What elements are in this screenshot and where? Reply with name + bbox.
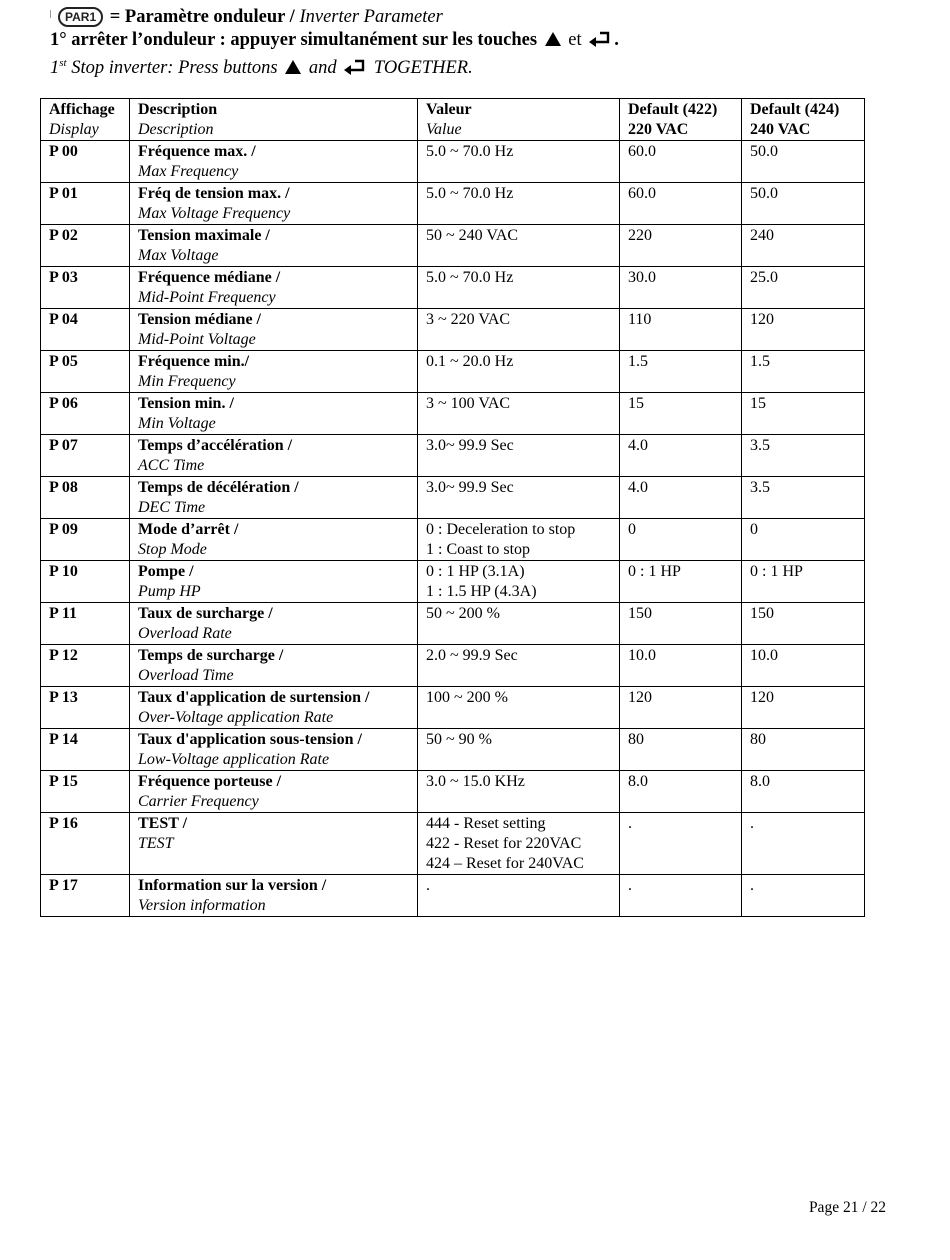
default-422: 30.0 [620,267,742,309]
value-line: 50 ~ 240 VAC [426,227,519,244]
page-number: Page 21 / 22 [808,1199,886,1216]
value-line: 50 ~ 200 % [426,605,500,622]
description-french: Fréquence min./ [138,353,250,370]
column-header-display [41,99,130,141]
parameter-value [418,603,620,645]
value-line: . [426,877,430,894]
default-424: . [742,813,865,875]
parameter-value [418,477,620,519]
enter-key-icon [588,30,612,48]
par1-badge: PAR1 [58,7,103,27]
parameter-value [418,875,620,917]
parameter-value [418,141,620,183]
parameter-description [130,309,418,351]
description-english: DEC Time [138,499,206,516]
default-422: 150 [620,603,742,645]
parameter-value [418,309,620,351]
default-422: 120 [620,687,742,729]
table-row [41,435,865,477]
description-english: Mid-Point Voltage [138,331,256,348]
column-header-fr: Affichage [49,101,115,118]
description-english: TEST [138,835,174,852]
default-422: 1.5 [620,351,742,393]
value-line: 5.0 ~ 70.0 Hz [426,185,514,202]
up-arrow-icon [285,60,301,74]
value-line: 5.0 ~ 70.0 Hz [426,269,514,286]
parameter-description [130,875,418,917]
stop-instruction-english-text: Stop inverter: Press buttons [71,58,278,79]
parameter-description [130,561,418,603]
parameter-value [418,771,620,813]
value-line: 444 - Reset setting [426,815,546,832]
default-424: 80 [742,729,865,771]
description-english: ACC Time [138,457,205,474]
description-english: Carrier Frequency [138,793,259,810]
table-row [41,351,865,393]
value-line: 422 - Reset for 220VAC [426,835,582,852]
default-424: 1.5 [742,351,865,393]
default-422: 8.0 [620,771,742,813]
description-french: Temps d’accélération / [138,437,293,454]
parameter-code: P 02 [41,225,130,267]
column-header-fr: Description [138,101,218,118]
default-422: 80 [620,729,742,771]
parameter-code: P 08 [41,477,130,519]
description-french: Fréquence médiane / [138,269,281,286]
parameter-code: P 17 [41,875,130,917]
default-424: 15 [742,393,865,435]
default-424: 120 [742,309,865,351]
table-row [41,309,865,351]
parameter-value [418,351,620,393]
description-french: Tension médiane / [138,311,261,328]
badge-tick-icon [50,10,54,18]
description-french: Fréq de tension max. / [138,185,290,202]
description-english: Over-Voltage application Rate [138,709,334,726]
default-422: 4.0 [620,435,742,477]
parameter-description [130,813,418,875]
default-424: 0 [742,519,865,561]
table-row [41,875,865,917]
parameter-code: P 12 [41,645,130,687]
default-422: . [620,875,742,917]
default-422: 110 [620,309,742,351]
description-english: Version information [138,897,266,914]
default-424: 50.0 [742,183,865,225]
table-row [41,771,865,813]
parameter-code: P 14 [41,729,130,771]
parameter-value [418,561,620,603]
parameter-code: P 11 [41,603,130,645]
value-line: 3.0~ 99.9 Sec [426,437,514,454]
title-english: Inverter Parameter [299,7,443,27]
default-422: 0 : 1 HP [620,561,742,603]
default-424: 8.0 [742,771,865,813]
parameter-description [130,477,418,519]
description-french: Taux de surcharge / [138,605,273,622]
stop-instruction-english-and: and [308,58,337,79]
value-line: 3.0~ 99.9 Sec [426,479,514,496]
description-english: Low-Voltage application Rate [138,751,330,768]
description-french: Fréquence max. / [138,143,256,160]
description-french: Information sur la version / [138,877,327,894]
column-header-line2: 220 VAC [628,121,689,138]
table-header-row [41,99,865,141]
parameter-description [130,519,418,561]
column-header-line1: Default (424) [750,101,840,118]
parameter-description [130,183,418,225]
description-english: Overload Rate [138,625,232,642]
parameter-description [130,393,418,435]
table-row [41,225,865,267]
parameter-description [130,225,418,267]
default-424: 0 : 1 HP [742,561,865,603]
description-french: Fréquence porteuse / [138,773,282,790]
default-424: 120 [742,687,865,729]
value-line: 3.0 ~ 15.0 KHz [426,773,525,790]
stop-instruction-english-num: 1 [50,58,60,79]
parameter-code: P 10 [41,561,130,603]
table-row [41,561,865,603]
stop-instruction-french [50,29,930,52]
value-line: 1 : 1.5 HP (4.3A) [426,583,537,600]
parameter-description [130,645,418,687]
parameter-code: P 06 [41,393,130,435]
description-french: TEST / [138,815,188,832]
table-row [41,477,865,519]
description-french: Pompe / [138,563,194,580]
parameter-description [130,771,418,813]
parameter-code: P 00 [41,141,130,183]
value-line: 0 : 1 HP (3.1A) [426,563,525,580]
parameter-code: P 07 [41,435,130,477]
value-line: 50 ~ 90 % [426,731,492,748]
column-header-line1: Default (422) [628,101,718,118]
value-line: 3 ~ 100 VAC [426,395,511,412]
default-422: . [620,813,742,875]
parameter-value [418,183,620,225]
parameter-value [418,645,620,687]
column-header-en: Display [49,121,99,138]
description-english: Min Frequency [138,373,236,390]
parameter-value [418,225,620,267]
table-row [41,141,865,183]
description-french: Taux d'application de surtension / [138,689,370,706]
column-header-default-422 [620,99,742,141]
description-english: Max Voltage Frequency [138,205,291,222]
value-line: 424 – Reset for 240VAC [426,855,584,872]
title-french: = Paramètre onduleur / [109,7,295,27]
table-row [41,519,865,561]
table-row [41,645,865,687]
parameter-code: P 15 [41,771,130,813]
description-french: Tension maximale / [138,227,270,244]
parameter-value [418,519,620,561]
parameter-table [40,98,865,917]
stop-instruction-french-end: . [614,30,619,50]
table-row [41,687,865,729]
parameter-value [418,729,620,771]
default-422: 60.0 [620,141,742,183]
column-header-fr: Valeur [426,101,472,118]
enter-key-icon [343,58,367,76]
parameter-code: P 04 [41,309,130,351]
parameter-description [130,435,418,477]
stop-instruction-french-text: 1° arrêter l’onduleur : appuyer simultanément sur les touches [50,30,538,50]
up-arrow-icon [545,32,561,46]
stop-instruction-english-end: TOGETHER. [373,58,473,79]
table-row [41,183,865,225]
stop-instruction-english [50,52,930,80]
parameter-rows [41,141,865,917]
description-english: Max Voltage [138,247,219,264]
default-424: 3.5 [742,477,865,519]
parameter-description [130,267,418,309]
description-english: Overload Time [138,667,234,684]
column-header-line2: 240 VAC [750,121,811,138]
default-422: 220 [620,225,742,267]
default-422: 10.0 [620,645,742,687]
parameter-description [130,729,418,771]
parameter-value [418,393,620,435]
value-line: 0.1 ~ 20.0 Hz [426,353,514,370]
value-line: 0 : Deceleration to stop [426,521,576,538]
value-line: 1 : Coast to stop [426,541,531,558]
description-english: Max Frequency [138,163,239,180]
page-header [50,6,930,80]
default-424: 3.5 [742,435,865,477]
description-french: Mode d’arrêt / [138,521,239,538]
description-english: Min Voltage [138,415,216,432]
column-header-description [130,99,418,141]
table-row [41,393,865,435]
parameter-code: P 01 [41,183,130,225]
parameter-description [130,141,418,183]
parameter-value [418,687,620,729]
parameter-code: P 09 [41,519,130,561]
description-french: Temps de décélération / [138,479,299,496]
default-422: 0 [620,519,742,561]
description-french: Taux d'application sous-tension / [138,731,362,748]
title-line [50,6,930,29]
parameter-value [418,267,620,309]
parameter-value [418,435,620,477]
parameter-code: P 05 [41,351,130,393]
default-422: 15 [620,393,742,435]
parameter-description [130,603,418,645]
table-row [41,813,865,875]
default-424: . [742,875,865,917]
parameter-code: P 03 [41,267,130,309]
table-row [41,729,865,771]
column-header-en: Description [138,121,214,138]
table-row [41,603,865,645]
default-424: 10.0 [742,645,865,687]
default-424: 240 [742,225,865,267]
description-french: Temps de surcharge / [138,647,284,664]
stop-instruction-french-and: et [568,30,582,50]
table-row [41,267,865,309]
description-english: Pump HP [138,583,201,600]
parameter-description [130,687,418,729]
value-line: 3 ~ 220 VAC [426,311,511,328]
column-header-en: Value [426,121,462,138]
default-424: 25.0 [742,267,865,309]
value-line: 5.0 ~ 70.0 Hz [426,143,514,160]
description-english: Mid-Point Frequency [138,289,276,306]
parameter-description [130,351,418,393]
default-422: 4.0 [620,477,742,519]
default-424: 150 [742,603,865,645]
parameter-code: P 13 [41,687,130,729]
value-line: 2.0 ~ 99.9 Sec [426,647,518,664]
description-english: Stop Mode [138,541,207,558]
column-header-default-424 [742,99,865,141]
value-line: 100 ~ 200 % [426,689,508,706]
parameter-value [418,813,620,875]
parameter-code: P 16 [41,813,130,875]
stop-instruction-english-sup: st [59,57,67,69]
default-422: 60.0 [620,183,742,225]
column-header-value [418,99,620,141]
description-french: Tension min. / [138,395,234,412]
default-424: 50.0 [742,141,865,183]
